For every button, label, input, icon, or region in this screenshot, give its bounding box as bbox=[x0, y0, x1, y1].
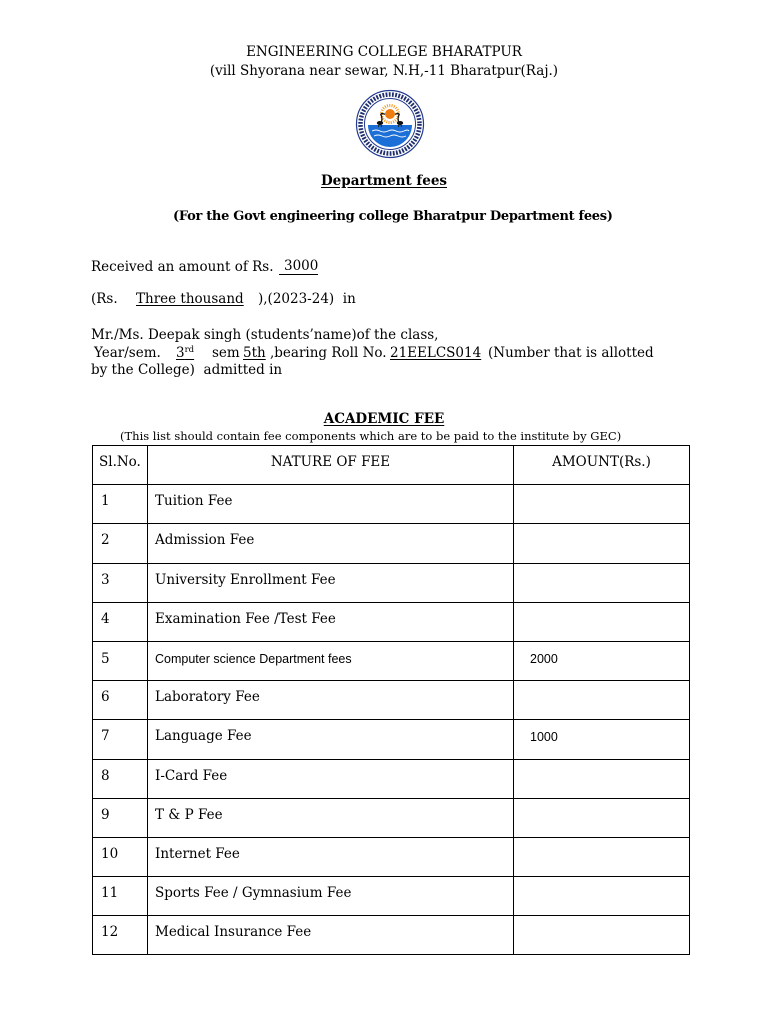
amount-cell bbox=[514, 837, 690, 876]
sl-no-cell: 5 bbox=[93, 641, 148, 680]
table-row bbox=[93, 720, 690, 759]
amount-cell bbox=[514, 563, 690, 602]
table-row bbox=[93, 485, 690, 524]
fee-name-cell: I-Card Fee bbox=[148, 759, 514, 798]
rs-open-label: (Rs. bbox=[91, 291, 118, 307]
fee-name-cell: T & P Fee bbox=[148, 798, 514, 837]
header-nature-of-fee: NATURE OF FEE bbox=[148, 446, 514, 485]
received-amount: 3000 bbox=[279, 259, 318, 275]
fee-name-cell: Admission Fee bbox=[148, 524, 514, 563]
amount-cell bbox=[514, 798, 690, 837]
amount-cell bbox=[514, 759, 690, 798]
fee-name-cell: Internet Fee bbox=[148, 837, 514, 876]
fee-name-cell: Examination Fee /Test Fee bbox=[148, 602, 514, 641]
table-row bbox=[93, 524, 690, 563]
college-name: ENGINEERING COLLEGE BHARATPUR bbox=[246, 44, 522, 60]
sl-no-cell: 8 bbox=[93, 759, 148, 798]
session-label: ),(2023-24) in bbox=[258, 291, 356, 307]
year-sem-label: Year/sem. bbox=[94, 345, 161, 361]
fee-name-cell: Medical Insurance Fee bbox=[148, 916, 514, 955]
roll-no-note-continued: by the College) admitted in bbox=[91, 362, 283, 378]
amount-cell: 2000 bbox=[514, 641, 690, 680]
academic-fee-title: ACADEMIC FEE bbox=[323, 411, 445, 427]
amount-cell bbox=[514, 602, 690, 641]
college-seal-icon bbox=[355, 89, 425, 159]
student-name-line: Mr./Ms. Deepak singh (students’name)of the class, bbox=[91, 327, 439, 343]
year-value bbox=[176, 345, 194, 361]
amount-cell bbox=[514, 681, 690, 720]
roll-no-label: ,bearing Roll No. bbox=[270, 345, 387, 361]
amount-cell bbox=[514, 524, 690, 563]
sl-no-cell: 1 bbox=[93, 485, 148, 524]
year-suffix: rd bbox=[184, 345, 195, 355]
received-label: Received an amount of Rs. bbox=[91, 259, 274, 275]
table-row bbox=[93, 877, 690, 916]
college-address: (vill Shyorana near sewar, N.H,-11 Bharatpur(Raj.) bbox=[209, 63, 559, 79]
roll-no-note: (Number that is allotted bbox=[488, 345, 654, 361]
amount-cell bbox=[514, 485, 690, 524]
sl-no-cell: 10 bbox=[93, 837, 148, 876]
table-row bbox=[93, 916, 690, 955]
sem-value: 5th bbox=[243, 345, 266, 361]
amount-cell bbox=[514, 916, 690, 955]
table-row bbox=[93, 837, 690, 876]
fee-name-cell: Laboratory Fee bbox=[148, 681, 514, 720]
amount-cell bbox=[514, 877, 690, 916]
sl-no-cell: 2 bbox=[93, 524, 148, 563]
sem-label: sem bbox=[212, 345, 240, 361]
sl-no-cell: 7 bbox=[93, 720, 148, 759]
table-row bbox=[93, 681, 690, 720]
table-header-row bbox=[93, 446, 690, 485]
amount-in-words: Three thousand bbox=[136, 291, 244, 307]
sun-icon bbox=[385, 109, 395, 119]
year-number: 3 bbox=[176, 345, 185, 361]
sl-no-cell: 6 bbox=[93, 681, 148, 720]
sl-no-cell: 3 bbox=[93, 563, 148, 602]
table-row bbox=[93, 602, 690, 641]
roll-no-value: 21EELCS014 bbox=[390, 345, 482, 361]
fee-name-cell: University Enrollment Fee bbox=[148, 563, 514, 602]
fee-name-cell: Sports Fee / Gymnasium Fee bbox=[148, 877, 514, 916]
academic-fee-note: (This list should contain fee components which are to be paid to the institute by GEC) bbox=[120, 429, 622, 443]
fee-table bbox=[92, 445, 690, 955]
table-row bbox=[93, 798, 690, 837]
sl-no-cell: 4 bbox=[93, 602, 148, 641]
table-row bbox=[93, 641, 690, 680]
fee-name-cell: Tuition Fee bbox=[148, 485, 514, 524]
sl-no-cell: 12 bbox=[93, 916, 148, 955]
header-sl-no: Sl.No. bbox=[93, 446, 148, 485]
page-subtitle: (For the Govt engineering college Bharatpur Department fees) bbox=[173, 209, 613, 224]
table-row bbox=[93, 759, 690, 798]
amount-cell: 1000 bbox=[514, 720, 690, 759]
sl-no-cell: 11 bbox=[93, 877, 148, 916]
header-amount: AMOUNT(Rs.) bbox=[514, 446, 690, 485]
fee-name-cell: Computer science Department fees bbox=[148, 641, 514, 680]
page-title: Department fees bbox=[320, 173, 448, 189]
fee-name-cell: Language Fee bbox=[148, 720, 514, 759]
sl-no-cell: 9 bbox=[93, 798, 148, 837]
table-row bbox=[93, 563, 690, 602]
